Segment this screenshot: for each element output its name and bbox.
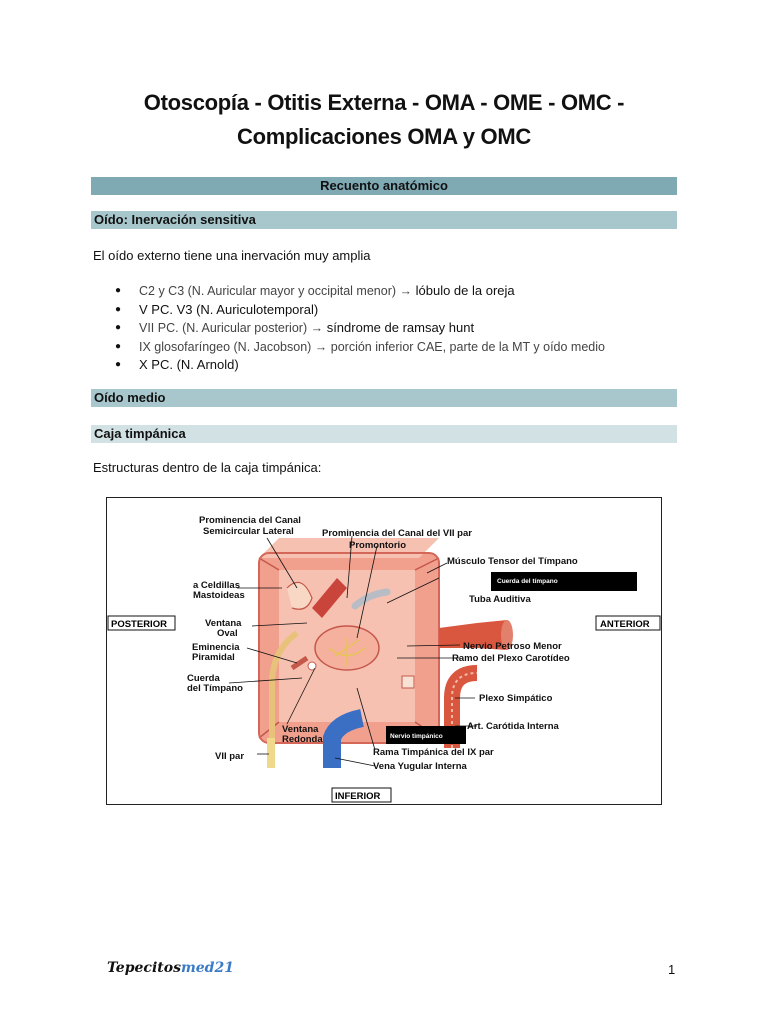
inervacion-intro: El oído externo tiene una inervación muy amplia <box>93 248 371 263</box>
label-cuerda-1: Cuerda <box>187 673 220 684</box>
list-item-text: síndrome de ramsay hunt <box>323 320 475 335</box>
page-title <box>60 86 708 154</box>
label-musculo-tensor: Músculo Tensor del Tímpano <box>447 556 578 567</box>
footer-logo <box>107 960 234 976</box>
list-item <box>93 282 605 301</box>
label-eminencia-1: Eminencia <box>192 642 240 653</box>
list-item-text-light: IX glosofaríngeo (N. Jacobson) → porción inferior CAE, parte de la MT y oído medio <box>139 339 605 354</box>
footer-logo-b: med <box>180 960 215 976</box>
label-cuerda-2: del Tímpano <box>187 683 243 694</box>
section-header-inervacion: Oído: Inervación sensitiva <box>91 211 677 229</box>
label-celdillas-1: a Celdillas <box>193 580 240 591</box>
label-inferior: INFERIOR <box>335 791 381 802</box>
label-eminencia-2: Piramidal <box>192 652 235 663</box>
label-ramo-plexo: Ramo del Plexo Carotídeo <box>452 653 570 664</box>
label-plexo-simp: Plexo Simpático <box>479 693 553 704</box>
list-item-text: X PC. (N. Arnold) <box>139 357 239 372</box>
tag-cuerda-text: Cuerda del tímpano <box>497 578 558 585</box>
label-carotida: Art. Carótida Interna <box>467 721 559 732</box>
label-vena: Vena Yugular Interna <box>373 761 467 772</box>
page-title-line-2: Complicaciones OMA y OMC <box>237 124 531 149</box>
label-ventana-red-2: Redonda <box>282 734 323 745</box>
list-item-text-light: C2 y C3 (N. Auricular mayor y occipital menor) → <box>139 284 412 298</box>
label-prom-canal-sc-1: Prominencia del Canal <box>199 515 301 526</box>
page-number: 1 <box>668 962 676 977</box>
bullet-dot: ● <box>115 359 122 370</box>
list-item <box>93 301 605 320</box>
list-item <box>93 319 605 338</box>
inervacion-list <box>93 282 605 375</box>
label-ventana-oval-1: Ventana <box>205 618 242 629</box>
label-prom-canal-sc-2: Semicircular Lateral <box>203 526 294 537</box>
caja-intro: Estructuras dentro de la caja timpánica: <box>93 460 322 475</box>
footer-logo-c: 21 <box>214 960 234 976</box>
label-petroso: Nervio Petroso Menor <box>463 641 562 652</box>
label-celdillas-2: Mastoideas <box>193 590 245 601</box>
list-item-text: V PC. V3 (N. Auriculotemporal) <box>139 301 319 317</box>
list-item <box>93 338 605 357</box>
label-rama-timp: Rama Timpánica del IX par <box>373 747 494 758</box>
label-vii-par: VII par <box>215 751 245 762</box>
tympanic-cavity-figure <box>106 497 662 805</box>
page-title-line-1: Otoscopía - Otitis Externa - OMA - OME - OMC - <box>143 90 625 115</box>
list-item-text: lóbulo de la oreja <box>412 283 515 298</box>
bullet-dot: ● <box>115 322 122 333</box>
label-ventana-oval-2: Oval <box>217 628 238 639</box>
label-posterior: POSTERIOR <box>111 619 167 630</box>
list-item <box>93 356 605 375</box>
label-prom-canal-vii: Prominencia del Canal del VII par <box>322 528 472 539</box>
label-tuba: Tuba Auditiva <box>469 594 531 605</box>
vii-par-shape <box>267 738 275 768</box>
label-promontorio: Promontorio <box>349 540 406 551</box>
section-header-oido-medio: Oído medio <box>91 389 677 407</box>
section-header-recuento: Recuento anatómico <box>91 177 677 195</box>
label-ventana-red-1: Ventana <box>282 724 319 735</box>
footer-logo-a: Tepecitos <box>107 960 181 976</box>
bullet-dot: ● <box>115 285 122 296</box>
section-header-caja: Caja timpánica <box>91 425 677 443</box>
bullet-dot: ● <box>115 340 122 352</box>
bullet-dot: ● <box>115 303 122 315</box>
tag-nervio-text: Nervio timpánico <box>390 733 443 740</box>
tympanic-cavity-diagram <box>107 498 663 806</box>
label-anterior: ANTERIOR <box>600 619 650 630</box>
list-item-text-light: VII PC. (N. Auricular posterior) → <box>139 321 324 335</box>
